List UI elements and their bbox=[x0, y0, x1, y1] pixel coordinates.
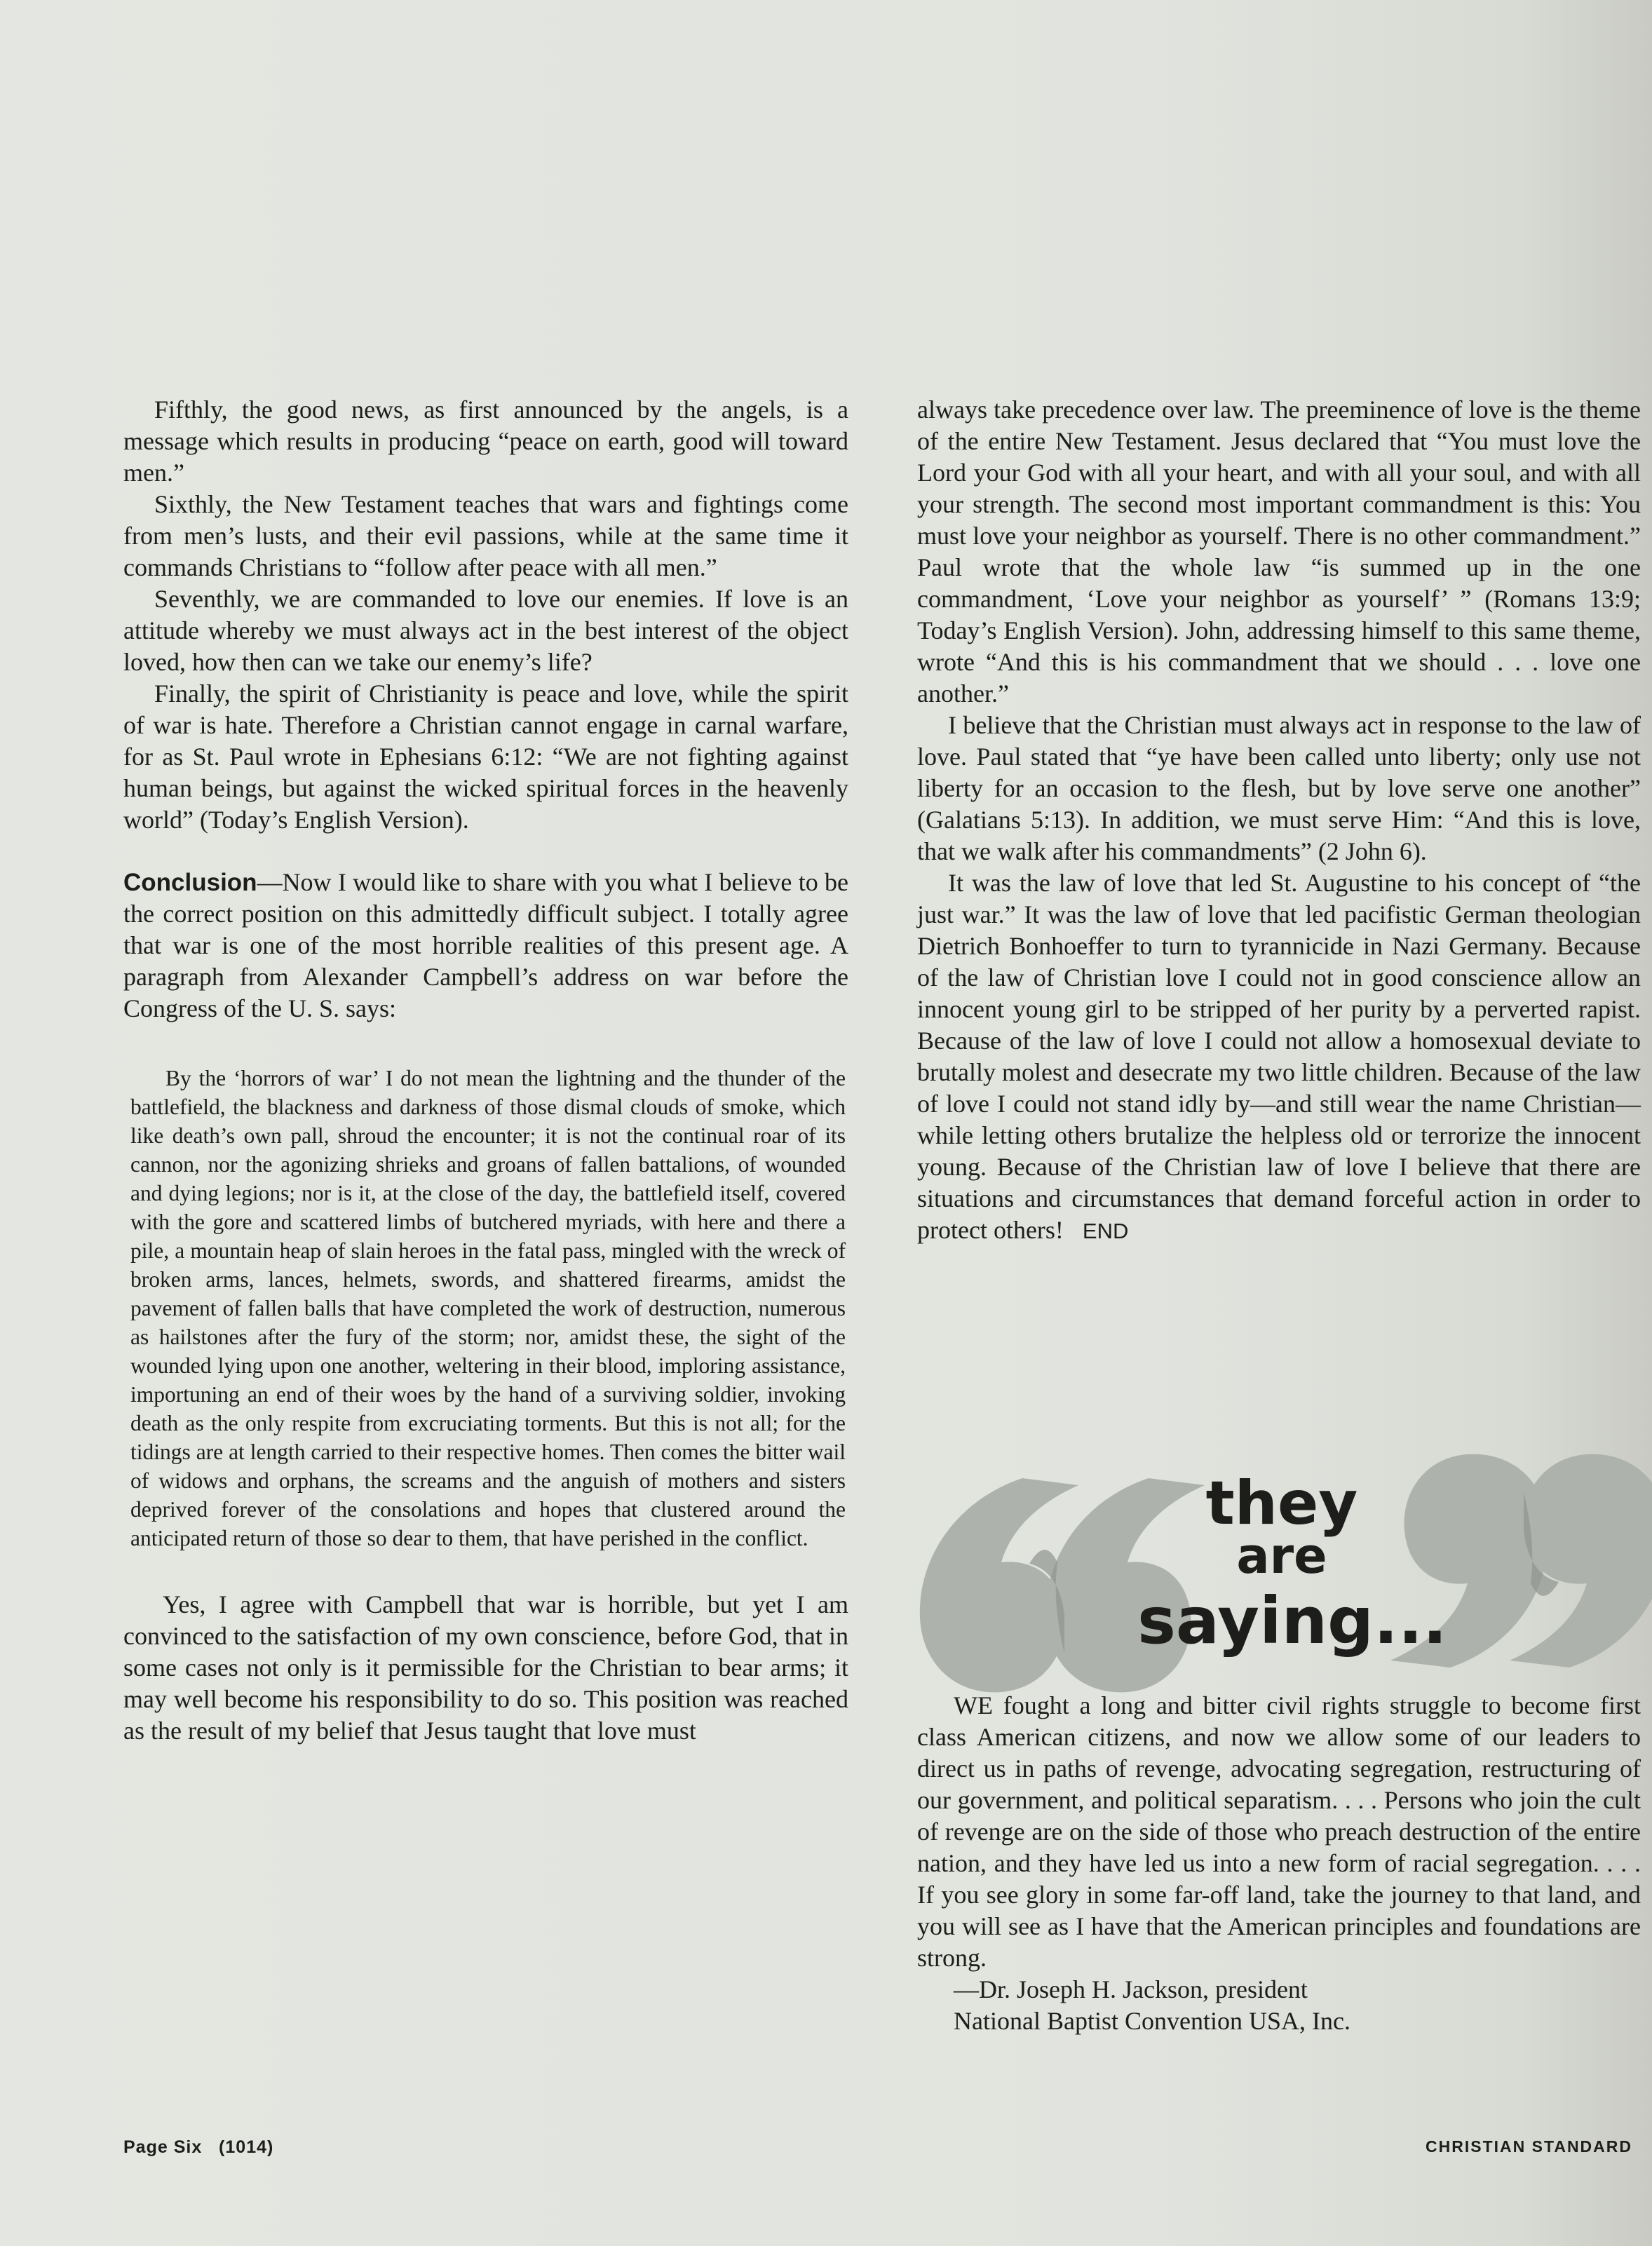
attribution-name: —Dr. Joseph H. Jackson, president bbox=[954, 1975, 1308, 2003]
campbell-quote bbox=[130, 1064, 846, 1552]
jackson-quote: WE fought a long and bitter civil rights struggle to become first class American citizens, and now we allow some of our leaders to direct us in paths of revenge, advocating segregation, restructuring of our government, and political separatism. . . . Persons who join the cult of revenge are on the side of those who preach destruction of the entire nation, and they have led us into a new form of racial segregation. . . . If you see glory in some far-off land, take the journey to that land, and you will see as I have that the American principles and foundations are strong. bbox=[917, 1691, 1641, 1972]
paragraph-seventhly: Seventhly, we are commanded to love our enemies. If love is an attitude whereby we must always act in the best interest of the object loved, how then can we take our enemy’s life? bbox=[123, 585, 848, 676]
conclusion-heading: Conclusion bbox=[123, 869, 257, 896]
heading-line-are: are bbox=[1236, 1527, 1327, 1585]
paragraph-finally: Finally, the spirit of Christianity is peace and love, while the spirit of war is hate. Therefore a Christian cannot engage in carnal warfare, for as St. Paul wrote in Ephesians 6:12: “We are not fighting against human beings, but against the wicked spiritual forces in the heavenly world” (Today’s English Version). bbox=[123, 679, 848, 834]
page-number: Page Six (1014) bbox=[123, 2137, 274, 2157]
publication-name: CHRISTIAN STANDARD bbox=[1426, 2137, 1632, 2156]
paragraph-yes-i-agree: Yes, I agree with Campbell that war is horrible, but yet I am convinced to the satisfaction of my own conscience, before God, that in some cases not only is it permissible for the Christian to bear arms; it may well become his responsibility to do so. This position was reached as the result of my belief that Jesus taught that love must bbox=[123, 1590, 848, 1745]
paragraph-fifthly: Fifthly, the good news, as first announced by the angels, is a message which results in producing “peace on earth, good will toward men.” bbox=[123, 395, 848, 487]
augustine-text: It was the law of love that led St. Augustine to his concept of “the just war.” It was the law of love that led pacifistic German theologian Dietrich Bonhoeffer to turn to tyrannicide in Nazi Germany. Because of the law of Christian love I could not in good conscience allow an innocent young girl to be stripped of her purity by a perverted rapist. Because of the law of love I could not allow a homosexual deviate to brutally molest and desecrate my two little children. Because of the law of love I could not stand idly by—and still wear the name Christian—while letting others brutalize the helpless old or terrorize the innocent young. Because of the Christian law of love I believe that there are situations and circumstances that demand forceful action in order to protect others! bbox=[917, 869, 1641, 1244]
section-gap bbox=[123, 836, 848, 867]
paragraph-conclusion bbox=[123, 867, 848, 1024]
paragraph-law-of-love: I believe that the Christian must always act in response to the law of love. Paul stated that “ye have been called unto liberty; only use not liberty for an occasion to the flesh, but by love serve one another” (Galatians 5:13). In addition, we must serve Him: “And this is love, that we walk after his commandments” (2 John 6). bbox=[917, 711, 1641, 865]
left-body bbox=[123, 394, 848, 1024]
heading-line-they: they bbox=[1205, 1468, 1358, 1538]
heading-line-saying: saying... bbox=[1137, 1583, 1447, 1658]
attribution bbox=[917, 1974, 1641, 2037]
left-column bbox=[123, 394, 848, 1747]
they-are-saying-heading bbox=[917, 1443, 1652, 1703]
right-column bbox=[917, 394, 1641, 1247]
paragraph-precedence: always take precedence over law. The preeminence of love is the theme of the entire New Testament. Jesus declared that “You must love the Lord your God with all your heart, and with all your soul, and with all your strength. The second most important commandment is this: You must love your neighbor as yourself. There is no other commandment.” Paul wrote that the whole law “is summed up in the one commandment, ‘Love your neighbor as yourself’ ” (Romans 13:9; Today’s English Version). John, addressing himself to this same theme, wrote “And this is his commandment that we should . . . love one another.” bbox=[917, 395, 1641, 708]
paragraph-sixthly: Sixthly, the New Testament teaches that wars and fightings come from men’s lusts, and their evil passions, while at the same time it commands Christians to “follow after peace with all men.” bbox=[123, 490, 848, 581]
right-body bbox=[917, 394, 1641, 1247]
attribution-org: National Baptist Convention USA, Inc. bbox=[954, 2007, 1350, 2035]
quote-marks-graphic bbox=[917, 1443, 1652, 1703]
campbell-quote-text: By the ‘horrors of war’ I do not mean the lightning and the thunder of the battlefield, the blackness and darkness of those dismal clouds of smoke, which like death’s own pall, shroud the encounter; it is not the continual roar of its cannon, nor the agonizing shrieks and groans of fallen battalions, of wounded and dying legions; nor is it, at the close of the day, the battlefield itself, covered with the gore and scattered limbs of butchered myriads, with here and there a pile, a mountain heap of slain heroes in the fatal pass, mingled with the wreck of broken arms, lances, helmets, swords, and shattered firearms, amidst the pavement of fallen balls that have completed the work of destruction, numerous as hailstones after the fury of the storm; nor, amidst these, the sight of the wounded lying upon one another, weltering in their blood, imploring assistance, importuning an end of their woes by the hand of a surviving soldier, invoking death as the only respite from excruciating torments. But this is not all; for the tidings are at length carried to their respective homes. Then comes the bitter wail of widows and orphans, the screams and the anguish of mothers and sisters deprived forever of the consolations and hopes that clustered around the anticipated return of those so dear to them, that have perished in the conflict. bbox=[130, 1066, 846, 1550]
left-body-continued bbox=[123, 1589, 848, 1747]
conclusion-text: —Now I would like to share with you what I believe to be the correct position on this admittedly difficult subject. I totally agree that war is one of the most horrible realities of this present age. A paragraph from Alexander Campbell’s address on war before the Congress of the U. S. says: bbox=[123, 868, 848, 1022]
end-mark: END bbox=[1082, 1219, 1129, 1243]
paragraph-augustine bbox=[917, 867, 1641, 1247]
they-are-saying-section bbox=[917, 1690, 1641, 2037]
